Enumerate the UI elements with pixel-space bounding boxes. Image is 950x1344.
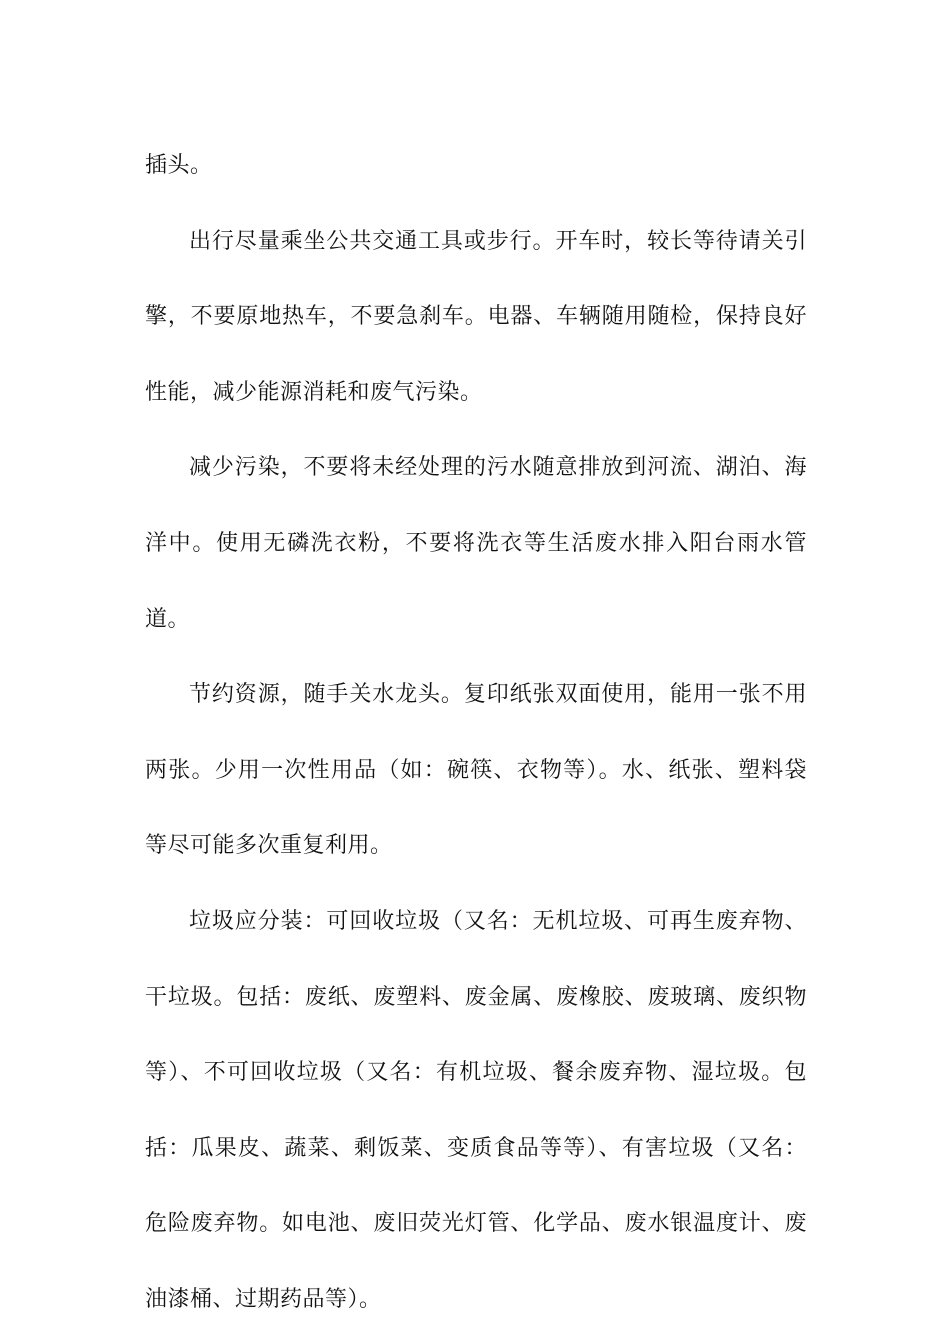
paragraph-garbage-sorting: 垃圾应分装：可回收垃圾（又名：无机垃圾、可再生废弃物、干垃圾。包括：废纸、废塑料、废金属、废橡胶、废玻璃、废织物等）、不可回收垃圾（又名：有机垃圾、餐余废弃物、湿垃圾。包括：瓜果皮、蔬菜、剩饭菜、变质食品等等）、有害垃圾（又名：危险废弃物。如电池、废旧荧光灯管、化学品、废水银温度计、废油漆桶、过期药品等）。 bbox=[145, 908, 807, 1312]
paragraph-resources: 节约资源，随手关水龙头。复印纸张双面使用，能用一张不用两张。少用一次性用品（如：碗筷、衣物等）。水、纸张、塑料袋等尽可能多次重复利用。 bbox=[145, 682, 807, 859]
paragraph-transport: 出行尽量乘坐公共交通工具或步行。开车时，较长等待请关引擎，不要原地热车，不要急刹车。电器、车辆随用随检，保持良好性能，减少能源消耗和废气污染。 bbox=[145, 228, 807, 405]
paragraph-continuation: 插头。 bbox=[145, 153, 213, 178]
document-body bbox=[145, 128, 807, 1338]
paragraph-pollution: 减少污染，不要将未经处理的污水随意排放到河流、湖泊、海洋中。使用无磷洗衣粉，不要将洗衣等生活废水排入阳台雨水管道。 bbox=[145, 455, 807, 632]
